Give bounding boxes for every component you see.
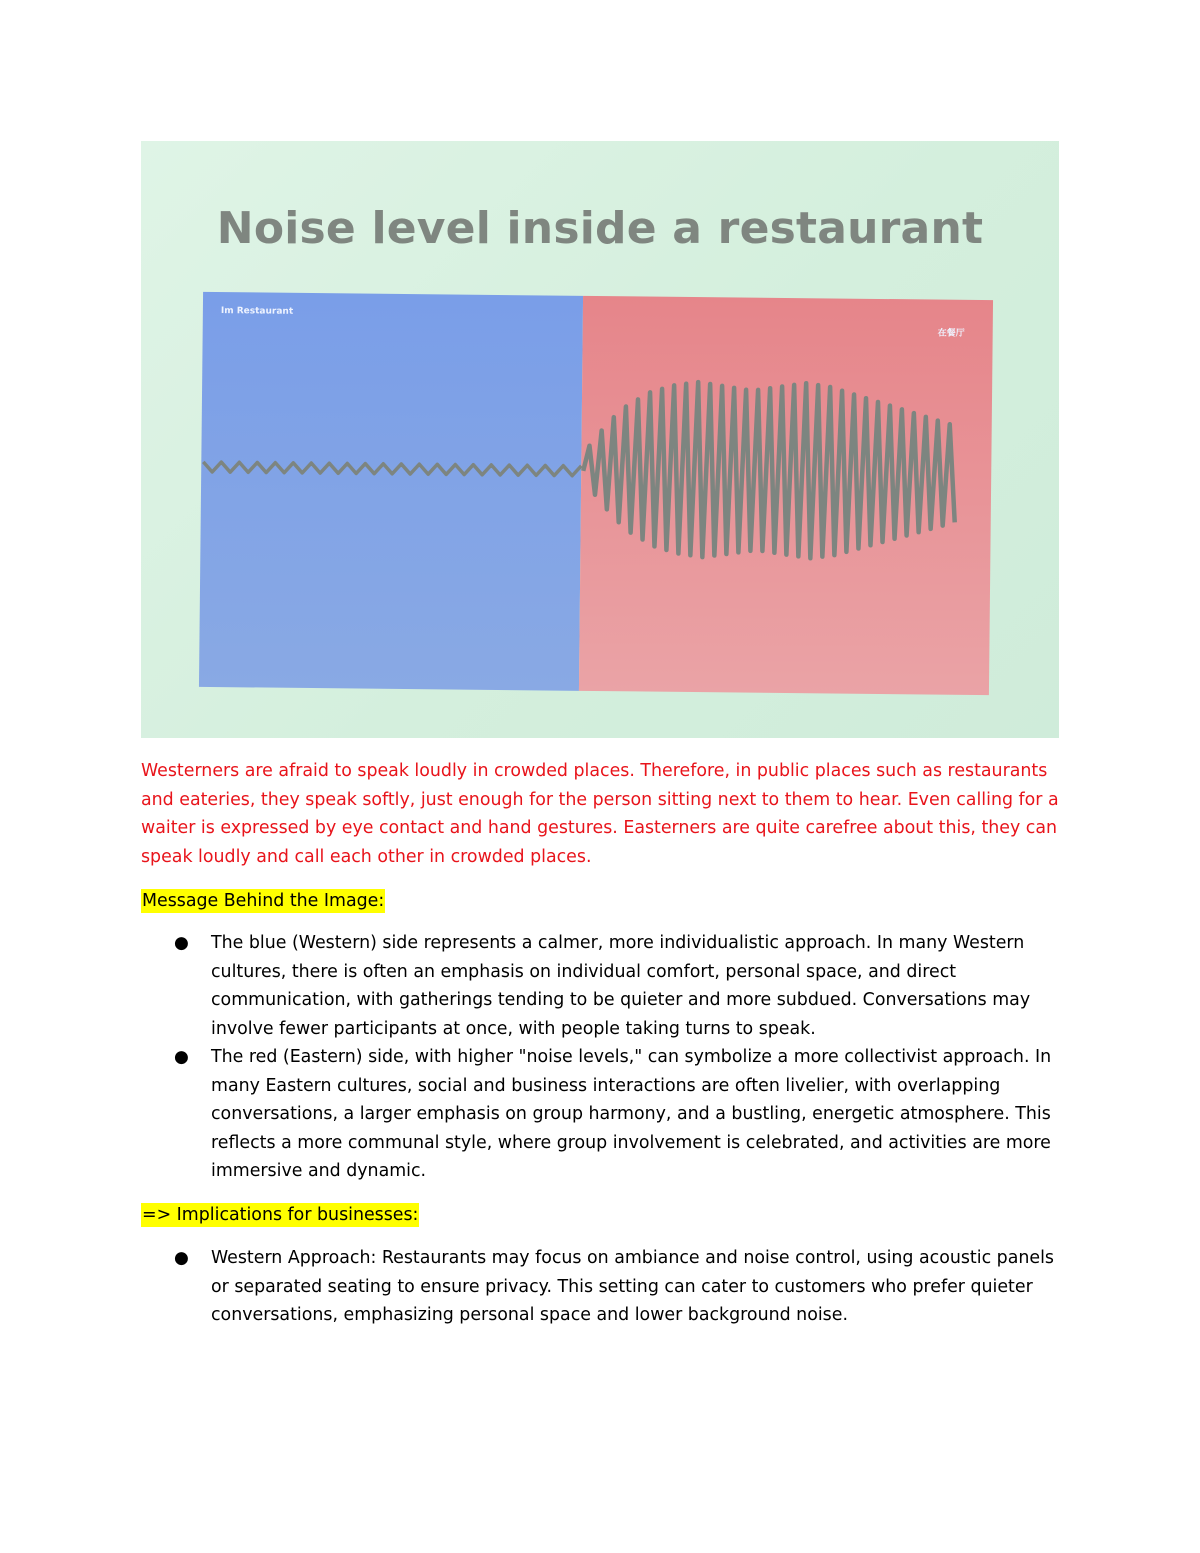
section-heading-implications: => Implications for businesses: [142,1205,419,1225]
loud-waveform [582,381,956,560]
noise-poster [199,292,993,695]
list-item-text: The blue (Western) side represents a calmer, more individualistic approach. In many Western cultures, there is often an emphasis on individual comfort, personal space, and direct communication, with gatherings tending to be quieter and more subdued. Conversations may involve fewer participants at once, with people taking turns to speak. [211,933,1031,1039]
quiet-waveform [203,462,581,476]
western-panel-label: Im Restaurant [220,306,294,317]
section-heading-message: Message Behind the Image: [142,891,385,911]
list-item [141,1043,1071,1186]
bullet-icon: ● [174,1047,189,1067]
photo-title: Noise level inside a restaurant [216,203,984,254]
list-item-text: The red (Eastern) side, with higher "noise levels," can symbolize a more collectivist approach. In many Eastern cultures, social and business interactions are often livelier, with overlapping conversations, a larger emphasis on group harmony, and a bustling, energetic atmosphere. This reflects a more communal style, where group involvement is celebrated, and activities are more immersive and dynamic. [211,1047,1052,1181]
list-item-text: Western Approach: Restaurants may focus on ambiance and noise control, using acoustic panels or separated seating to ensure privacy. This setting can cater to customers who prefer quieter conversations, emphasizing personal space and lower background noise. [211,1248,1054,1325]
bullet-icon: ● [174,1248,189,1268]
noise-level-photo [141,141,1059,738]
list-item [141,1244,1071,1330]
noise-waveform [199,292,993,695]
message-list [141,929,1071,1186]
intro-paragraph: Westerners are afraid to speak loudly in crowded places. Therefore, in public places such as restaurants and eateries, they speak softly, just enough for the person sitting next to them to hear. Even calling for a waiter is expressed by eye contact and hand gestures. Easterners are quite carefree about this, they can speak loudly and call each other in crowded places. [141,761,1059,867]
eastern-panel-label: 在餐厅 [937,328,965,339]
implications-list [141,1244,1071,1330]
bullet-icon: ● [174,933,189,953]
list-item [141,929,1071,1043]
